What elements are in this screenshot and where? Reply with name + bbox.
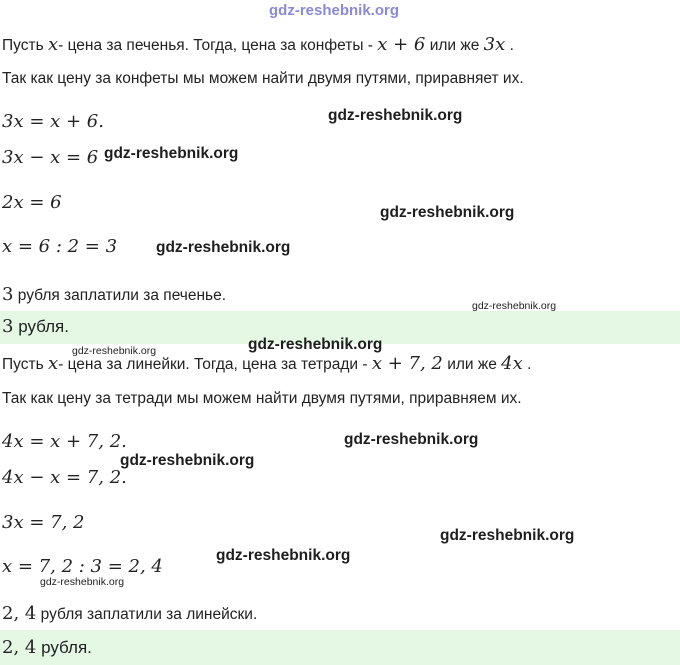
problem1-intro-or: или же: [429, 37, 480, 54]
problem1-sentence: Так как цену за конфеты мы можем найти двумя путями, приравняет их.: [2, 70, 524, 87]
watermark-10: gdz-reshebnik.org: [440, 527, 575, 544]
watermark-11: gdz-reshebnik.org: [216, 547, 351, 564]
problem1-intro-end: .: [509, 37, 514, 54]
problem1-answer-number: 3: [2, 316, 14, 337]
problem2-intro-expr1: x + 7, 2: [371, 353, 443, 374]
problem2-intro-end: .: [527, 356, 532, 373]
problem2-intro-expr2: 4x: [501, 353, 523, 374]
problem1-result-text: рубля заплатили за печенье.: [17, 287, 227, 304]
problem1-equation-2: 3x − x = 6: [2, 147, 99, 168]
problem1-result: [2, 284, 226, 305]
watermark-5: gdz-reshebnik.org: [472, 300, 557, 312]
problem2-intro-pre: Пусть: [2, 356, 44, 373]
problem2-answer-text: рубля.: [41, 638, 92, 657]
problem2-answer-number: 2, 4: [2, 637, 37, 658]
answer-band-2: [0, 630, 680, 665]
watermark-9: gdz-reshebnik.org: [120, 452, 255, 469]
problem2-intro-var: x: [47, 353, 59, 374]
problem2-equation-3: 3x = 7, 2: [2, 512, 85, 533]
problem1-intro-pre: Пусть: [2, 37, 44, 54]
watermark-7: gdz-reshebnik.org: [72, 345, 157, 357]
problem2-sentence: Так как цену за тетради мы можем найти двумя путями, приравняем их.: [2, 390, 522, 407]
watermark-3: gdz-reshebnik.org: [380, 204, 515, 221]
problem1-answer-text: рубля.: [18, 317, 69, 336]
watermark-6: gdz-reshebnik.org: [248, 336, 383, 353]
problem2-equation-2: 4x − x = 7, 2.: [2, 467, 127, 488]
problem2-intro-or: или же: [447, 356, 497, 373]
problem2-equation-1: 4x = x + 7, 2.: [2, 431, 127, 452]
problem2-result-number: 2, 4: [2, 603, 37, 624]
watermark-4: gdz-reshebnik.org: [156, 239, 291, 256]
problem1-equation-1: 3x = x + 6.: [2, 111, 104, 132]
problem2-result: [2, 603, 257, 624]
problem1-result-number: 3: [2, 284, 14, 305]
watermark-2: gdz-reshebnik.org: [104, 145, 239, 162]
watermark-1: gdz-reshebnik.org: [328, 107, 463, 124]
problem1-intro: [2, 34, 514, 55]
problem1-answer: [2, 316, 69, 337]
problem1-equation-4: x = 6 : 2 = 3: [2, 236, 118, 257]
problem1-equation-3: 2x = 6: [2, 192, 62, 213]
problem2-result-text: рубля заплатили за линейски.: [40, 606, 258, 623]
problem2-answer: [2, 637, 92, 658]
watermark-12: gdz-reshebnik.org: [40, 576, 125, 588]
problem1-intro-expr2: 3x: [483, 34, 506, 55]
problem2-intro-mid: - цена за линейки. Тогда, цена за тетради -: [58, 356, 368, 373]
problem2-equation-4: x = 7, 2 : 3 = 2, 4: [2, 556, 163, 577]
problem1-intro-var: x: [47, 34, 59, 55]
problem1-intro-expr1: x + 6: [377, 34, 426, 55]
problem1-intro-mid: - цена за печенья. Тогда, цена за конфеты -: [58, 37, 373, 54]
watermark-8: gdz-reshebnik.org: [344, 431, 479, 448]
watermark-top: gdz-reshebnik.org: [269, 2, 400, 19]
